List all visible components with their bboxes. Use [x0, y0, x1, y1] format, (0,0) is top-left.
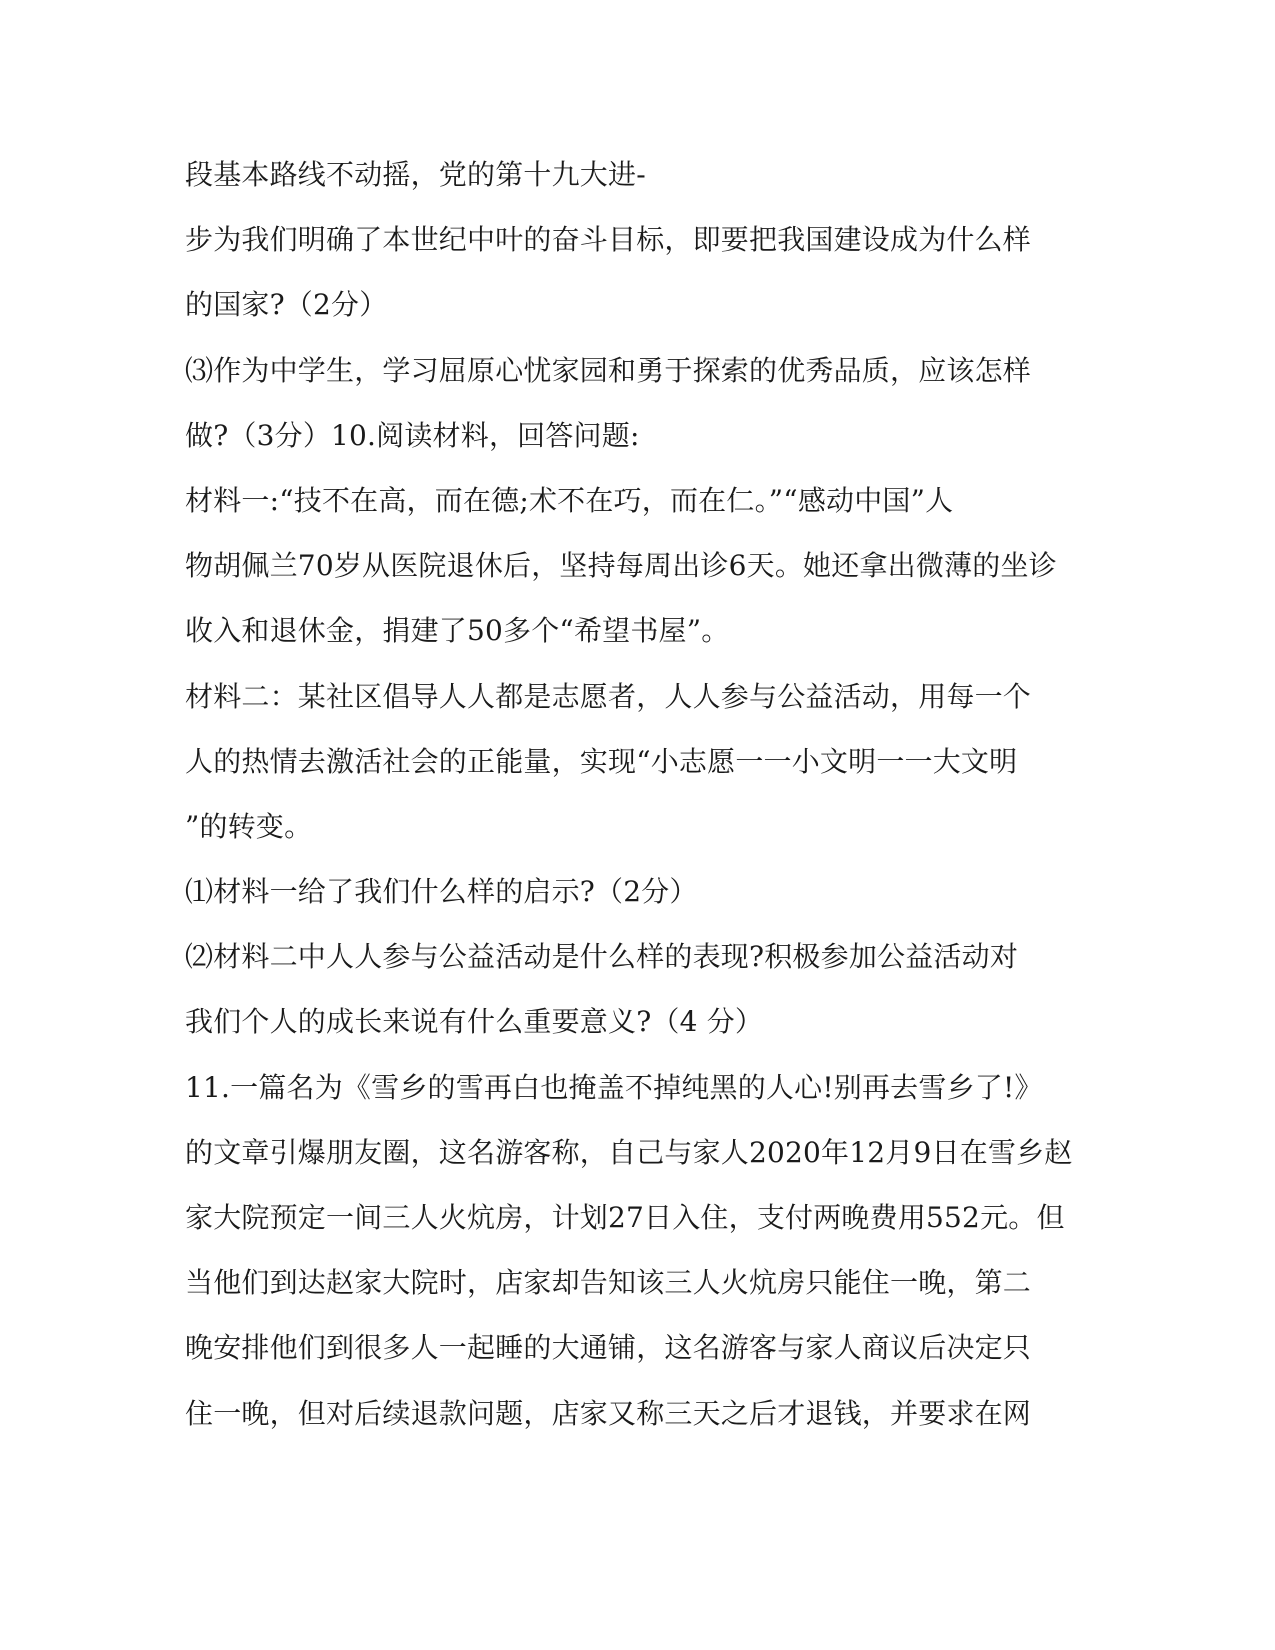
- text-line: 段基本路线不动摇，党的第十九大进-: [185, 158, 646, 191]
- text-line: 家大院预定一间三人火炕房，计划27日入住，支付两晚费用552元。但: [185, 1201, 1065, 1234]
- text-line: ⑵材料二中人人参与公益活动是什么样的表现?积极参加公益活动对: [185, 940, 1019, 974]
- text-line: 的文章引爆朋友圈，这名游客称，自己与家人2020年12月9日在雪乡赵: [185, 1135, 1073, 1169]
- text-line: 收入和退休金，捐建了50多个“希望书屋”。: [185, 614, 730, 648]
- text-line: 当他们到达赵家大院时，店家却告知该三人火炕房只能住一晚，第二: [185, 1266, 1032, 1300]
- text-line: 住一晚，但对后续退款问题，店家又称三天之后才退钱，并要求在网: [185, 1396, 1032, 1430]
- text-line: 人的热情去激活社会的正能量，实现“小志愿一一小文明一一大文明: [185, 744, 1018, 778]
- text-line: 物胡佩兰70岁从医院退休后，坚持每周出诊6天。她还拿出微薄的坐诊: [185, 549, 1057, 583]
- text-line: 的国家?（2分）: [185, 288, 388, 322]
- text-line: 步为我们明确了本世纪中叶的奋斗目标，即要把我国建设成为什么样: [185, 223, 1032, 257]
- text-line: 材料二：某社区倡导人人都是志愿者，人人参与公益活动，用每一个: [185, 679, 1032, 713]
- text-line: ⑶作为中学生，学习屈原心忧家园和勇于探索的优秀品质，应该怎样: [185, 353, 1032, 387]
- text-line: 做?（3分）10.阅读材料，回答问题:: [185, 418, 640, 452]
- text-line: ”的转变。: [185, 809, 313, 843]
- text-line: 我们个人的成长来说有什么重要意义?（4 分）: [185, 1005, 764, 1039]
- text-line: 11.一篇名为《雪乡的雪再白也掩盖不掉纯黑的人心!别再去雪乡了!》: [185, 1070, 1043, 1104]
- text-line: ⑴材料一给了我们什么样的启示?（2分）: [185, 875, 698, 909]
- document-body: [185, 142, 1073, 1446]
- text-line: 材料一:“技不在高，而在德;术不在巧，而在仁。”“感动中国”人: [185, 483, 954, 517]
- text-line: 晚安排他们到很多人一起睡的大通铺，这名游客与家人商议后决定只: [185, 1331, 1032, 1365]
